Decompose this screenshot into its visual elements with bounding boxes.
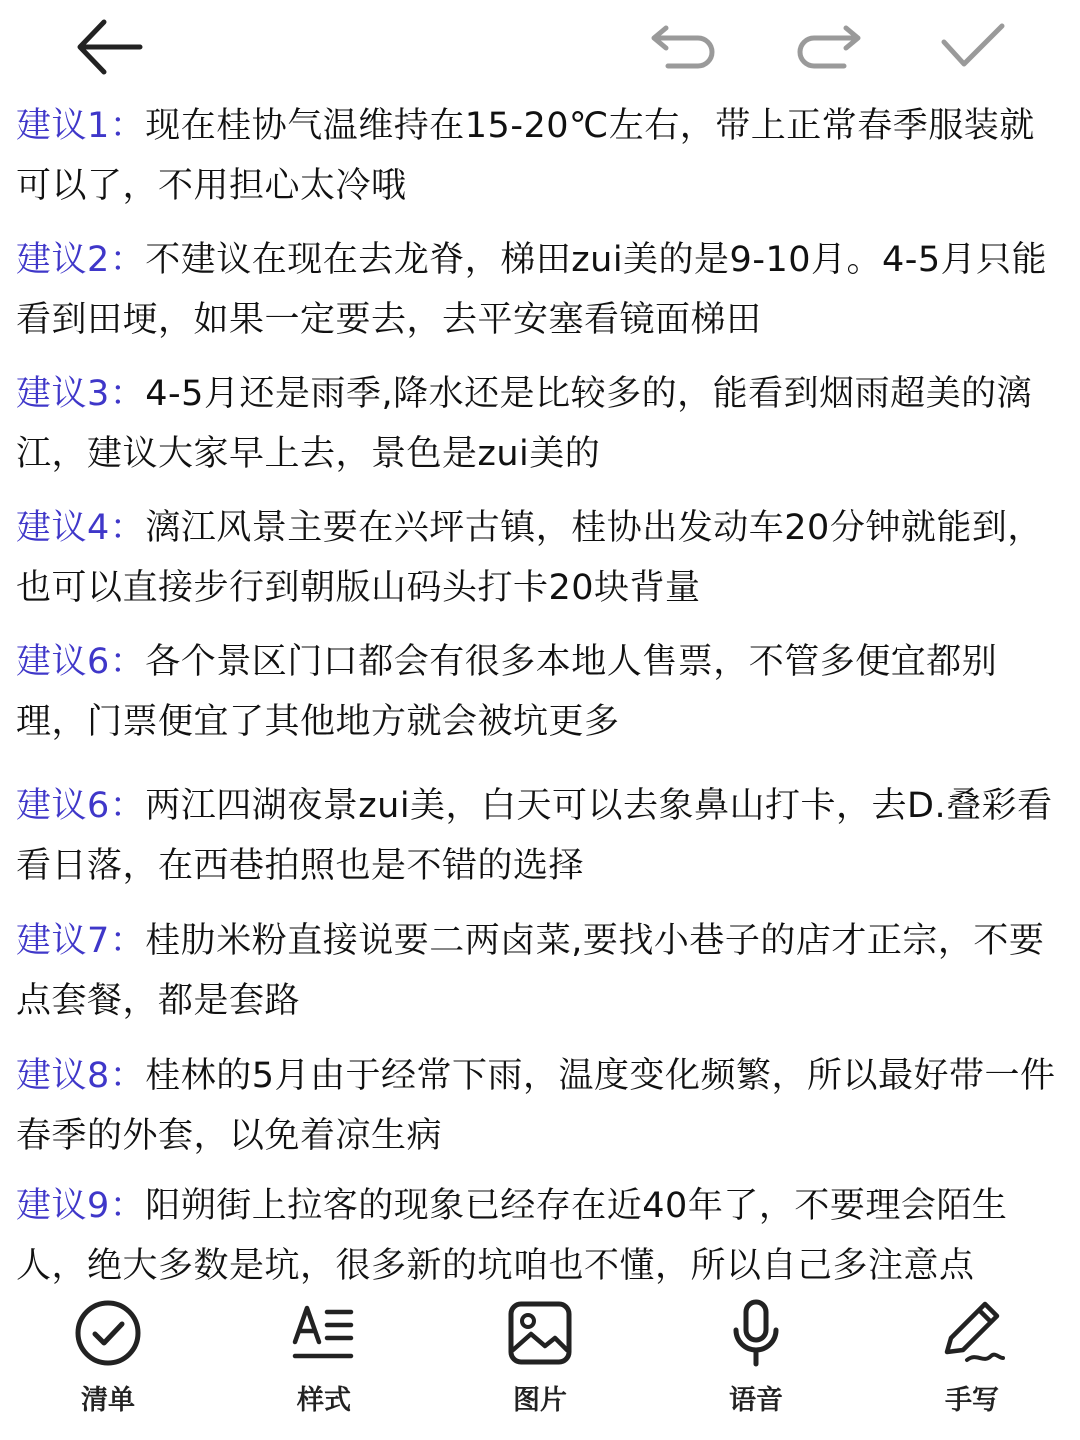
tip-label: 建议8： — [16, 1056, 146, 1096]
toolbar-label: 图片 — [513, 1385, 567, 1416]
tip-paragraph[interactable] — [16, 911, 1066, 1031]
microphone-icon — [721, 1298, 791, 1368]
confirm-button[interactable] — [938, 20, 1008, 72]
toolbar-label: 样式 — [297, 1385, 351, 1416]
image-icon — [505, 1298, 575, 1368]
tip-paragraph[interactable] — [16, 632, 1066, 752]
tip-paragraph[interactable] — [16, 1176, 1066, 1292]
tip-label: 建议7： — [16, 921, 146, 961]
back-button[interactable] — [70, 14, 146, 80]
image-button[interactable] — [470, 1292, 610, 1440]
tip-text: 两江四湖夜景zui美，白天可以去象鼻山打卡，去D.叠彩看看日落，在西巷拍照也是不错的选择 — [16, 786, 1053, 886]
tip-text: 不建议在现在去龙脊，梯田zui美的是9-10月。4-5月只能看到田埂，如果一定要去，去平安塞看镜面梯田 — [16, 240, 1048, 340]
checklist-icon — [73, 1298, 143, 1368]
tip-label: 建议6： — [16, 642, 146, 682]
tip-text: 漓江风景主要在兴坪古镇，桂协出发动车20分钟就能到，也可以直接步行到朝版山码头打卡20块背量 — [16, 508, 1043, 608]
tip-paragraph[interactable] — [16, 230, 1066, 350]
top-bar — [0, 0, 1080, 96]
tip-paragraph[interactable] — [16, 498, 1066, 618]
tip-text: 各个景区门口都会有很多本地人售票，不管多便宜都别理，门票便宜了其他地方就会被坑更多 — [16, 642, 998, 742]
tip-label: 建议6： — [16, 786, 146, 826]
toolbar-label: 语音 — [729, 1385, 783, 1416]
tip-text: 4-5月还是雨季,降水还是比较多的，能看到烟雨超美的漓江，建议大家早上去，景色是zui美的 — [16, 374, 1033, 474]
tip-paragraph[interactable] — [16, 1046, 1066, 1166]
redo-icon — [792, 22, 864, 70]
undo-icon — [648, 22, 720, 70]
toolbar-label: 清单 — [81, 1385, 135, 1416]
tip-paragraph[interactable] — [16, 96, 1066, 216]
tip-label: 建议1： — [16, 106, 146, 146]
note-content[interactable] — [16, 96, 1066, 1292]
tip-label: 建议3： — [16, 374, 146, 414]
tip-label: 建议4： — [16, 508, 146, 548]
redo-button[interactable] — [792, 22, 864, 70]
tip-text: 现在桂协气温维持在15-20℃左右，带上正常春季服装就可以了，不用担心太冷哦 — [16, 106, 1035, 206]
arrow-left-icon — [70, 14, 146, 80]
voice-button[interactable] — [686, 1292, 826, 1440]
tip-text: 桂肋米粉直接说要二两卤菜,要找小巷子的店才正宗，不要点套餐，都是套路 — [16, 921, 1045, 1021]
handwriting-pen-icon — [937, 1298, 1007, 1368]
checkmark-icon — [938, 20, 1008, 72]
toolbar-label: 手写 — [945, 1385, 999, 1416]
tip-text: 阳朔街上拉客的现象已经存在近40年了，不要理会陌生人，绝大多数是坑，很多新的坑咱也不懂，所以自己多注意点 — [16, 1186, 1008, 1286]
text-style-icon — [289, 1298, 359, 1368]
undo-button[interactable] — [648, 22, 720, 70]
handwriting-button[interactable] — [902, 1292, 1042, 1440]
tip-text: 桂林的5月由于经常下雨，温度变化频繁，所以最好带一件春季的外套，以免着凉生病 — [16, 1056, 1056, 1156]
tip-paragraph[interactable] — [16, 776, 1066, 896]
checklist-button[interactable] — [38, 1292, 178, 1440]
tip-paragraph[interactable] — [16, 364, 1066, 484]
bottom-toolbar — [0, 1292, 1080, 1440]
style-button[interactable] — [254, 1292, 394, 1440]
tip-label: 建议2： — [16, 240, 146, 280]
tip-label: 建议9： — [16, 1186, 146, 1226]
